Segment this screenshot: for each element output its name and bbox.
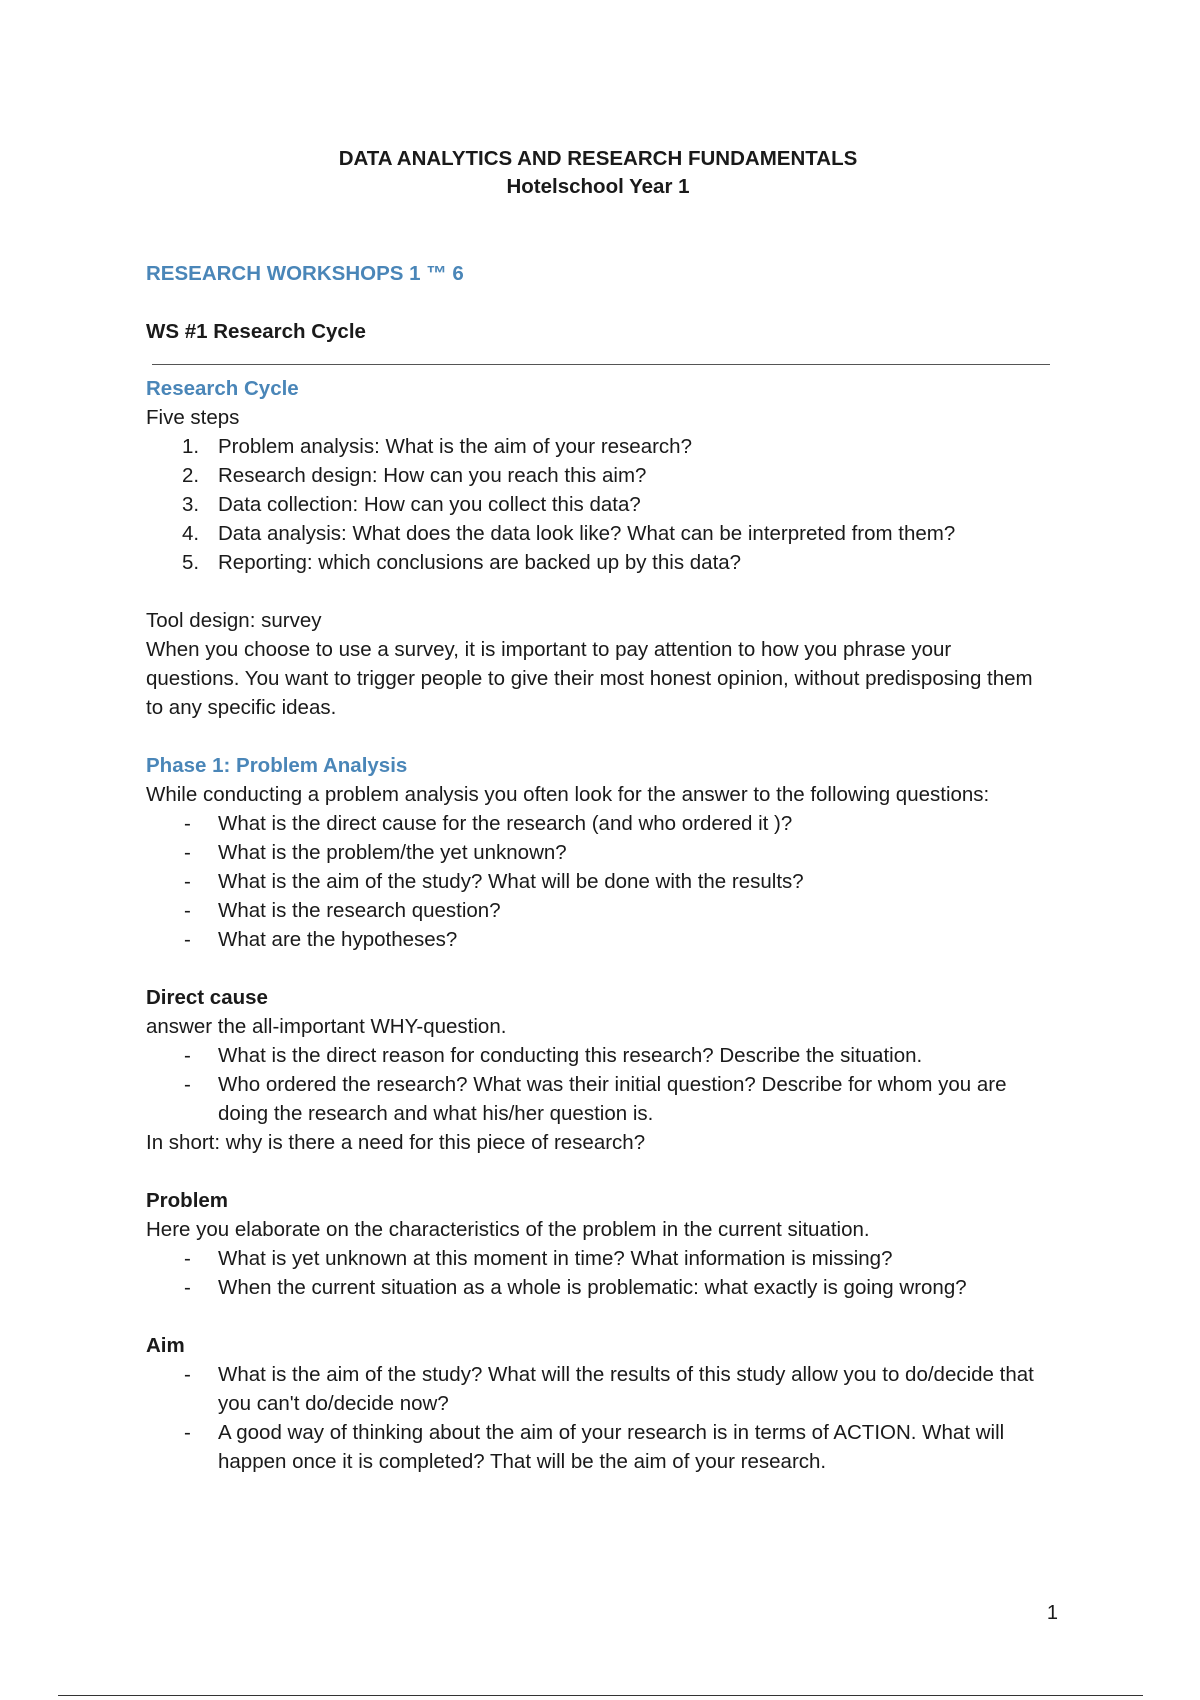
list-item <box>146 925 1050 954</box>
list-item-text: Data analysis: What does the data look like? What can be interpreted from them? <box>218 522 956 545</box>
list-item-text: What is the aim of the study? What will the results of this study allow you to do/decide that you can't do/decide now? <box>218 1363 1034 1415</box>
list-item <box>146 1041 1050 1070</box>
list-item <box>146 490 1050 519</box>
tool-design-body: When you choose to use a survey, it is important to pay attention to how you phrase your questions. You want to trigger people to give their most honest opinion, without predisposing them to any specific ideas. <box>146 638 1033 719</box>
dash-bullet: - <box>184 841 191 864</box>
dash-bullet: - <box>184 899 191 922</box>
list-item <box>146 1418 1050 1476</box>
dash-bullet: - <box>184 870 191 893</box>
list-item <box>146 519 1050 548</box>
phase1-questions-list <box>146 809 1050 954</box>
dash-bullet: - <box>184 1421 191 1444</box>
list-item <box>146 432 1050 461</box>
list-number: 4. <box>182 522 200 545</box>
spacer <box>146 1157 1050 1186</box>
list-number: 2. <box>182 464 200 487</box>
list-item <box>146 809 1050 838</box>
document-content <box>146 145 1050 1476</box>
document-subtitle: Hotelschool Year 1 <box>506 175 690 198</box>
research-cycle-intro: Five steps <box>146 406 240 429</box>
list-item <box>146 461 1050 490</box>
list-item <box>146 838 1050 867</box>
list-number: 1. <box>182 435 200 458</box>
list-item-text: What is the research question? <box>218 899 501 922</box>
problem-intro: Here you elaborate on the characteristics of the problem in the current situation. <box>146 1218 870 1241</box>
spacer <box>146 1302 1050 1331</box>
spacer <box>146 577 1050 606</box>
workshop-heading: WS #1 Research Cycle <box>146 320 366 343</box>
workshops-heading: RESEARCH WORKSHOPS 1 ™ 6 <box>146 262 464 285</box>
dash-bullet: - <box>184 1247 191 1270</box>
tool-design-heading: Tool design: survey <box>146 609 322 632</box>
list-item-text: Reporting: which conclusions are backed up by this data? <box>218 551 742 574</box>
research-steps-list <box>146 432 1050 577</box>
section-divider <box>152 364 1050 365</box>
list-item <box>146 1070 1050 1128</box>
list-item-text: When the current situation as a whole is problematic: what exactly is going wrong? <box>218 1276 967 1299</box>
dash-bullet: - <box>184 928 191 951</box>
list-item <box>146 867 1050 896</box>
list-item-text: Who ordered the research? What was their initial question? Describe for whom you are doing the research and what his/her question is. <box>218 1073 1007 1125</box>
research-cycle-heading: Research Cycle <box>146 377 299 400</box>
list-item-text: A good way of thinking about the aim of your research is in terms of ACTION. What will happen once it is completed? That will be the aim of your research. <box>218 1421 1005 1473</box>
document-title: DATA ANALYTICS AND RESEARCH FUNDAMENTALS <box>338 147 858 170</box>
list-item <box>146 1360 1050 1418</box>
direct-cause-heading: Direct cause <box>146 986 268 1009</box>
dash-bullet: - <box>184 1363 191 1386</box>
phase1-heading: Phase 1: Problem Analysis <box>146 754 408 777</box>
list-item-text: What is yet unknown at this moment in time? What information is missing? <box>218 1247 893 1270</box>
list-item-text: What is the direct reason for conducting this research? Describe the situation. <box>218 1044 923 1067</box>
list-item-text: Research design: How can you reach this aim? <box>218 464 647 487</box>
direct-cause-summary: In short: why is there a need for this piece of research? <box>146 1131 646 1154</box>
spacer <box>146 722 1050 751</box>
list-item <box>146 896 1050 925</box>
list-item-text: What are the hypotheses? <box>218 928 458 951</box>
dash-bullet: - <box>184 812 191 835</box>
dash-bullet: - <box>184 1276 191 1299</box>
direct-cause-intro: answer the all-important WHY-question. <box>146 1015 507 1038</box>
page-number: 1 <box>1046 1602 1058 1624</box>
list-item-text: What is the aim of the study? What will be done with the results? <box>218 870 804 893</box>
list-item-text: What is the direct cause for the research (and who ordered it )? <box>218 812 793 835</box>
list-number: 3. <box>182 493 200 516</box>
aim-heading: Aim <box>146 1334 185 1357</box>
dash-bullet: - <box>184 1044 191 1067</box>
dash-bullet: - <box>184 1073 191 1096</box>
aim-list <box>146 1360 1050 1476</box>
problem-heading: Problem <box>146 1189 229 1212</box>
list-item <box>146 1244 1050 1273</box>
page-bottom-rule <box>58 1695 1143 1696</box>
list-item-text: Data collection: How can you collect this data? <box>218 493 641 516</box>
list-item-text: What is the problem/the yet unknown? <box>218 841 567 864</box>
list-item <box>146 1273 1050 1302</box>
spacer <box>146 954 1050 983</box>
phase1-intro: While conducting a problem analysis you often look for the answer to the following questions: <box>146 783 990 806</box>
list-number: 5. <box>182 551 200 574</box>
direct-cause-list <box>146 1041 1050 1128</box>
list-item-text: Problem analysis: What is the aim of your research? <box>218 435 692 458</box>
list-item <box>146 548 1050 577</box>
problem-list <box>146 1244 1050 1302</box>
